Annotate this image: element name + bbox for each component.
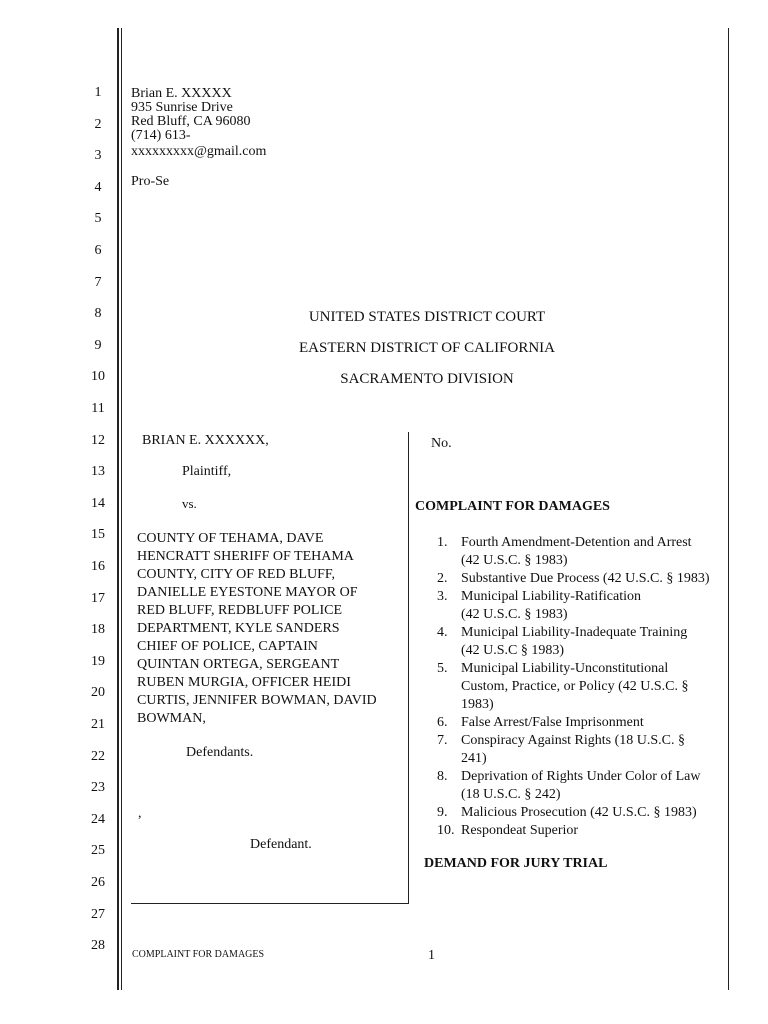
claims-list	[437, 534, 710, 840]
claim-item	[437, 588, 710, 624]
caption-vertical-rule	[408, 432, 409, 903]
claim-item	[437, 768, 710, 804]
claim-text: Malicious Prosecution (42 U.S.C. § 1983)	[461, 805, 697, 820]
claim-text: Municipal Liability-Unconstitutional	[461, 661, 669, 676]
line-number: 3	[94, 148, 102, 164]
attorney-street: 935 Sunrise Drive	[131, 100, 233, 115]
defendant-label: Defendant.	[250, 837, 312, 852]
claim-number: 8.	[437, 769, 448, 784]
line-number: 20	[91, 685, 105, 701]
claim-number: 1.	[437, 535, 448, 550]
attorney-name: Brian E. XXXXX	[131, 86, 232, 101]
claim-number: 6.	[437, 715, 448, 730]
line-number: 17	[91, 590, 105, 606]
claim-item	[437, 660, 710, 714]
claim-number: 7.	[437, 733, 448, 748]
claim-text: (18 U.S.C. § 242)	[461, 787, 561, 802]
line-number: 14	[91, 495, 105, 511]
line-number: 24	[91, 811, 105, 827]
line-number: 1	[94, 85, 102, 100]
line-number: 15	[91, 527, 105, 543]
line-number: 19	[91, 653, 105, 669]
claim-text: False Arrest/False Imprisonment	[461, 715, 644, 730]
attorney-email: xxxxxxxxx@gmail.com	[131, 144, 267, 159]
claim-number: 4.	[437, 625, 448, 640]
plaintiff-label: Plaintiff,	[182, 464, 232, 479]
complaint-title: COMPLAINT FOR DAMAGES	[415, 499, 610, 514]
claim-item	[437, 624, 710, 660]
claim-text: Municipal Liability-Inadequate Training	[461, 625, 688, 640]
claim-text: Conspiracy Against Rights (18 U.S.C. §	[461, 733, 686, 748]
claim-item	[437, 714, 710, 732]
line-number: 6	[94, 243, 102, 258]
line-number: 22	[91, 748, 105, 764]
left-margin-double-rule-outer	[117, 28, 119, 990]
defendant-line: DANIELLE EYESTONE MAYOR OF	[137, 585, 358, 600]
claim-item	[437, 732, 710, 768]
court-division: SACRAMENTO DIVISION	[340, 371, 514, 387]
claim-text: Municipal Liability-Ratification	[461, 589, 642, 604]
line-number: 28	[91, 938, 105, 954]
plaintiff-name: BRIAN E. XXXXXX,	[142, 433, 269, 448]
footer-title: COMPLAINT FOR DAMAGES	[132, 949, 265, 960]
defendant-line: COUNTY, CITY OF RED BLUFF,	[137, 567, 336, 582]
line-number: 5	[94, 211, 102, 227]
defendants-list	[137, 530, 377, 728]
footer-page-number: 1	[428, 948, 435, 963]
claim-item	[437, 822, 710, 840]
defendant-line: COUNTY OF TEHAMA, DAVE	[137, 531, 324, 546]
claim-number: 9.	[437, 805, 448, 820]
claim-text: 241)	[461, 751, 487, 766]
claim-text: Custom, Practice, or Policy (42 U.S.C. §	[461, 679, 689, 694]
defendant-line: CHIEF OF POLICE, CAPTAIN	[137, 639, 318, 654]
defendants-label: Defendants.	[186, 745, 254, 760]
line-number: 26	[91, 875, 105, 890]
claim-text: Deprivation of Rights Under Color of Law	[461, 769, 701, 784]
line-number: 18	[91, 622, 105, 638]
claim-number: 10.	[437, 823, 455, 838]
left-margin-double-rule-inner	[121, 28, 122, 990]
claim-item	[437, 570, 710, 588]
line-number: 8	[94, 306, 102, 322]
line-number: 13	[91, 464, 105, 480]
defendant-line: RED BLUFF, REDBLUFF POLICE	[137, 603, 343, 618]
line-number: 10	[91, 369, 105, 385]
line-number: 4	[94, 179, 102, 195]
case-number-label: No.	[431, 436, 452, 451]
defendant-line: BOWMAN,	[137, 711, 206, 726]
claim-text: (42 U.S.C. § 1983)	[461, 553, 568, 568]
attorney-phone: (714) 613-	[131, 128, 191, 143]
line-number: 21	[91, 717, 105, 732]
line-number: 23	[91, 780, 105, 796]
right-margin-rule	[728, 28, 729, 990]
line-number: 9	[94, 337, 102, 353]
claim-text: (42 U.S.C. § 1983)	[461, 607, 568, 622]
defendant-line: QUINTAN ORTEGA, SERGEANT	[137, 657, 340, 672]
claim-number: 5.	[437, 661, 448, 676]
line-number: 11	[91, 401, 105, 416]
claim-item	[437, 534, 710, 570]
line-number: 27	[91, 906, 105, 922]
line-number: 16	[91, 559, 105, 574]
defendant-line: DEPARTMENT, KYLE SANDERS	[137, 621, 340, 636]
versus-label: vs.	[182, 496, 197, 511]
claim-item	[437, 804, 710, 822]
line-number: 7	[94, 274, 102, 290]
claim-text: Respondeat Superior	[461, 823, 579, 838]
caption-bottom-rule	[131, 903, 409, 904]
defendant-line: HENCRATT SHERIFF OF TEHAMA	[137, 549, 354, 564]
claim-text: 1983)	[461, 697, 494, 712]
line-number: 25	[91, 843, 105, 859]
court-district: EASTERN DISTRICT OF CALIFORNIA	[299, 340, 555, 356]
claim-number: 3.	[437, 589, 448, 604]
caption-comma: ,	[138, 806, 142, 821]
claim-text: Fourth Amendment-Detention and Arrest	[461, 535, 692, 550]
line-number: 12	[91, 432, 105, 448]
defendant-line: RUBEN MURGIA, OFFICER HEIDI	[137, 675, 351, 690]
claim-number: 2.	[437, 571, 448, 586]
defendant-line: CURTIS, JENNIFER BOWMAN, DAVID	[137, 693, 377, 708]
claim-text: Substantive Due Process (42 U.S.C. § 1983)	[461, 571, 710, 586]
claim-text: (42 U.S.C § 1983)	[461, 643, 565, 658]
attorney-status: Pro-Se	[131, 174, 170, 189]
line-number: 2	[94, 116, 102, 132]
jury-demand: DEMAND FOR JURY TRIAL	[424, 856, 608, 871]
attorney-city: Red Bluff, CA 96080	[131, 114, 251, 129]
court-name: UNITED STATES DISTRICT COURT	[308, 309, 546, 325]
